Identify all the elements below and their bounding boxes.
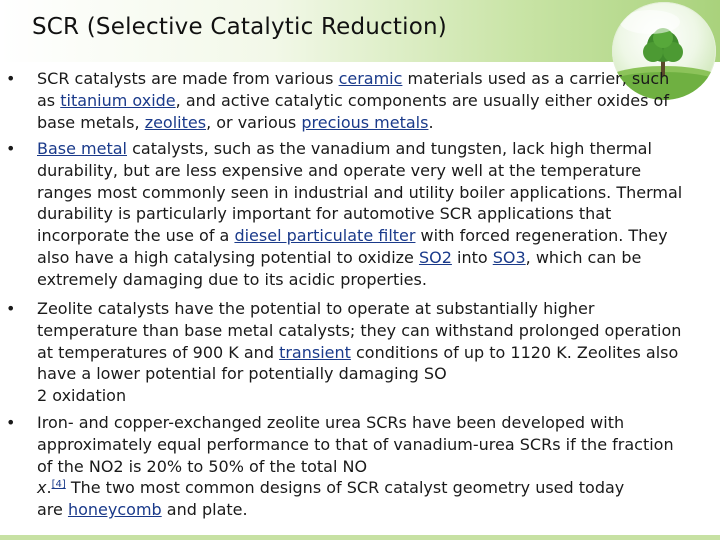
hyperlink[interactable]: SO2: [418, 247, 452, 267]
text-line: of the NO2 is 20% to 50% of the total NO: [37, 456, 368, 476]
text-line: 2 oxidation: [37, 386, 127, 406]
text-line: also have a high catalysing potential to oxidize SO2 into SO3, which can be: [37, 247, 642, 267]
text-line: ranges most commonly seen in industrial and utility boiler applications. Thermal: [37, 182, 683, 202]
hyperlink[interactable]: diesel particulate filter: [234, 226, 416, 246]
hyperlink[interactable]: Base metal: [37, 139, 127, 158]
text-line: have a lower potential for potentially damaging SO: [37, 364, 447, 384]
text-line: extremely damaging due to its acidic properties.: [37, 269, 427, 289]
text-line: Iron- and copper-exchanged zeolite urea SCRs have been developed with: [37, 413, 625, 432]
citation-link[interactable]: [4]: [51, 479, 66, 491]
text-line: SCR catalysts are made from various ceramic materials used as a carrier, such: [37, 69, 670, 88]
italic-text: x: [37, 478, 47, 498]
hyperlink[interactable]: ceramic: [338, 69, 403, 88]
text-line: are honeycomb and plate.: [37, 500, 248, 520]
hyperlink[interactable]: zeolites: [144, 112, 207, 132]
bullet-paragraph: [37, 68, 717, 133]
bullet-paragraph: [37, 412, 717, 521]
bullet-paragraph: [37, 138, 717, 291]
hyperlink[interactable]: transient: [279, 342, 351, 362]
hyperlink[interactable]: SO3: [492, 247, 526, 267]
bullet-marker: •: [6, 299, 16, 318]
slide-title: SCR (Selective Catalytic Reduction): [32, 14, 447, 40]
text-line: as titanium oxide, and active catalytic components are usually either oxides of: [37, 90, 669, 110]
footer-bar: [0, 535, 720, 540]
hyperlink[interactable]: precious metals: [301, 112, 429, 132]
text-line: approximately equal performance to that of vanadium-urea SCRs if the fraction: [37, 434, 674, 454]
hyperlink[interactable]: titanium oxide: [60, 90, 176, 110]
text-line: base metals, zeolites, or various precious metals.: [37, 112, 434, 132]
hyperlink[interactable]: honeycomb: [67, 500, 162, 520]
text-line: Base metal catalysts, such as the vanadium and tungsten, lack high thermal: [37, 139, 652, 158]
text-line: at temperatures of 900 K and transient conditions of up to 1120 K. Zeolites also: [37, 342, 679, 362]
text-line: Zeolite catalysts have the potential to operate at substantially higher: [37, 299, 595, 318]
bullet-marker: •: [6, 413, 16, 432]
bullet-marker: •: [6, 69, 16, 88]
text-line: incorporate the use of a diesel particulate filter with forced regeneration. They: [37, 226, 668, 246]
bullet-marker: •: [6, 139, 16, 158]
bullet-paragraph: [37, 298, 717, 407]
text-line: x.[4] The two most common designs of SCR catalyst geometry used today: [37, 478, 625, 498]
text-line: durability is particularly important for automotive SCR applications that: [37, 204, 612, 224]
text-line: durability, but are less expensive and operate very well at the temperature: [37, 160, 642, 180]
text-line: temperature than base metal catalysts; they can withstand prolonged operation: [37, 320, 682, 340]
